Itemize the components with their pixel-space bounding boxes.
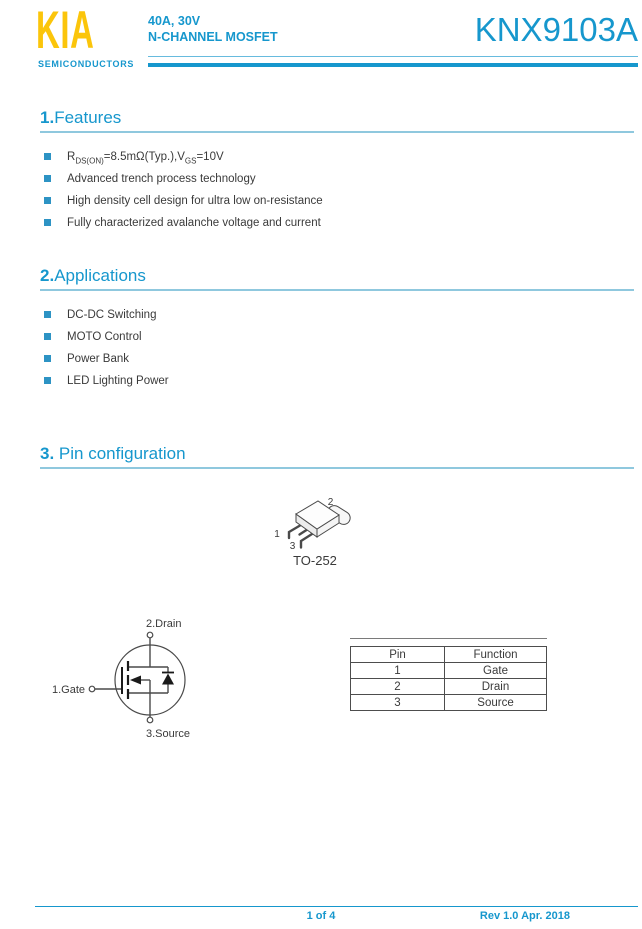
- gate-terminal: [89, 686, 95, 692]
- mosfet-channel-and-gate: [122, 661, 128, 699]
- bullet-square-icon: [44, 333, 51, 340]
- bullet-text: MOTO Control: [67, 331, 142, 343]
- pin-table-body: [351, 663, 547, 711]
- pin-table-header-row: [351, 647, 547, 663]
- source-label: 3.Source: [146, 728, 191, 740]
- mosfet-symbol-diagram: [45, 610, 195, 745]
- pin-table-row: [351, 695, 547, 711]
- part-subtitle-type: N-CHANNEL MOSFET: [148, 30, 278, 44]
- pin-table: [350, 646, 547, 711]
- body-diode: [162, 673, 174, 685]
- package-name-label: TO-252: [293, 553, 337, 568]
- pin-table-cell: 3: [351, 695, 445, 711]
- section-underline-features: [40, 131, 634, 133]
- gate-label: 1.Gate: [52, 684, 86, 696]
- pin-table-cell: Drain: [445, 679, 547, 695]
- drain-label: 2.Drain: [146, 618, 182, 630]
- application-item: [44, 374, 169, 388]
- part-subtitle-rating: 40A, 30V: [148, 14, 201, 28]
- bullet-text: Advanced trench process technology: [67, 173, 256, 185]
- footer-page-number: 1 of 4: [306, 910, 336, 922]
- package-pin2-label: 2: [327, 497, 334, 508]
- bullet-square-icon: [44, 219, 51, 226]
- pin-table-cell: 2: [351, 679, 445, 695]
- pin-table-row: [351, 663, 547, 679]
- feature-item: [44, 172, 323, 186]
- application-item: [44, 330, 169, 344]
- bullet-text: $R_{DS(ON)}=8.5m\Omega(Typ.),V_{GS}=10V$: [67, 151, 224, 166]
- package-lead-3: [301, 534, 312, 548]
- bullet-square-icon: [44, 175, 51, 182]
- pin-table-cell: Gate: [445, 663, 547, 679]
- section-label: Applications: [54, 266, 146, 285]
- bullet-square-icon: [44, 311, 51, 318]
- section-number: 1.: [40, 108, 55, 127]
- header-rule-thin: [148, 56, 638, 57]
- feature-item: [44, 194, 323, 208]
- pin-table-cell: Source: [445, 695, 547, 711]
- footer-rule: [35, 906, 638, 907]
- package-pin1-label: 1: [274, 529, 280, 540]
- section-title-pin-configuration: [40, 444, 186, 464]
- pin-table-cell: 1: [351, 663, 445, 679]
- section-label: Pin configuration: [54, 444, 186, 463]
- features-list: [44, 150, 323, 238]
- part-number: KNX9103A: [474, 11, 638, 48]
- bullet-square-icon: [44, 153, 51, 160]
- application-item: [44, 352, 169, 366]
- drain-terminal: [147, 632, 153, 638]
- footer-revision: Rev 1.0 Apr. 2018: [479, 910, 570, 922]
- bullet-text: Fully characterized avalanche voltage and current: [67, 217, 321, 229]
- applications-list: [44, 308, 169, 396]
- bullet-text: High density cell design for ultra low on-resistance: [67, 195, 323, 207]
- section-title-applications: [40, 266, 146, 286]
- bullet-text: DC-DC Switching: [67, 309, 157, 321]
- package-pin3-label: 3: [289, 541, 296, 552]
- section-underline-applications: [40, 289, 634, 291]
- bullet-square-icon: [44, 355, 51, 362]
- channel-arrow: [130, 676, 141, 685]
- section-number: 3.: [40, 444, 55, 463]
- bullet-text: Power Bank: [67, 353, 130, 365]
- application-item: [44, 308, 169, 322]
- header-rule-thick: [148, 63, 638, 67]
- section-number: 2.: [40, 266, 55, 285]
- pin-table-container: [350, 638, 547, 711]
- package-lead-2-stub: [300, 530, 307, 535]
- pin-table-header-pin: Pin: [351, 647, 445, 663]
- pin-table-top-rule: [350, 638, 547, 639]
- bullet-text: LED Lighting Power: [67, 375, 169, 387]
- section-underline-pin-configuration: [40, 467, 634, 469]
- kia-logo: KIA: [36, 1, 95, 60]
- part-subtitle: [148, 13, 278, 45]
- pin-table-header-function: Function: [445, 647, 547, 663]
- bullet-square-icon: [44, 197, 51, 204]
- feature-item: [44, 216, 323, 230]
- to252-package-drawing: [255, 490, 360, 562]
- section-label: Features: [54, 108, 122, 127]
- source-terminal: [147, 717, 153, 723]
- bullet-square-icon: [44, 377, 51, 384]
- feature-item: [44, 150, 323, 164]
- pin-table-row: [351, 679, 547, 695]
- section-title-features: [40, 108, 121, 128]
- package-lead-1: [289, 526, 300, 539]
- kia-logo-subtext: SEMICONDUCTORS: [38, 59, 135, 69]
